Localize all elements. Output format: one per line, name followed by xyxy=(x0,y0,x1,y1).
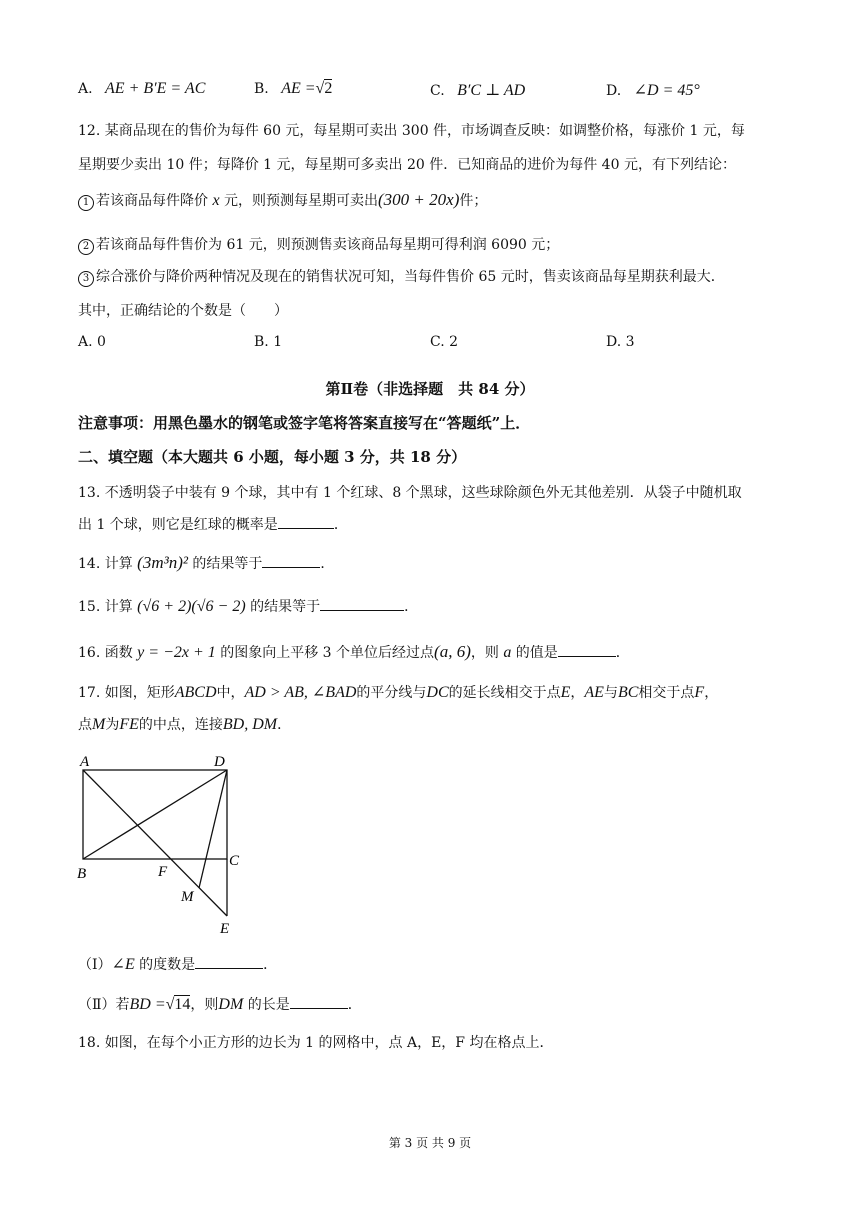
q12-option-b: B. 1 xyxy=(254,334,283,350)
circled-number-2: 2 xyxy=(78,239,94,255)
q16-answer-blank xyxy=(558,656,616,657)
q12-statement-3: 3 综合涨价与降价两种情况及现在的销售状况可知，当每件售价 65 元时，售卖该商品每星期获利最大． xyxy=(78,266,725,287)
circled-number-1: 1 xyxy=(78,195,94,211)
q14: 14. 计算 (3m³n)² 的结果等于 ． xyxy=(78,553,335,572)
q12-option-c: C. 2 xyxy=(430,334,459,350)
label-b: B xyxy=(77,866,87,882)
q11-option-d: D. ∠D = 45° xyxy=(606,82,700,99)
q12-line1: 12. 某商品现在的售价为每件 60 元，每星期可卖出 300 件，市场调查反映：如调整价格，每涨价 1 元，每 xyxy=(78,123,745,139)
q13-line2: 出 1 个球，则它是红球的概率是 ． xyxy=(78,517,348,533)
segment-dm xyxy=(199,770,227,888)
q17-part1-answer-blank xyxy=(195,968,263,969)
segment-bd xyxy=(83,770,227,859)
page-footer: 第 3 页 共 9 页 xyxy=(388,1136,472,1150)
part2-title: 第Ⅱ卷（非选择题 共 84 分） xyxy=(325,380,535,398)
q17-part2-answer-blank xyxy=(290,1008,348,1009)
q15: 15. 计算 (√6 + 2)(√6 − 2) 的结果等于 ． xyxy=(78,598,419,615)
q12-option-d: D. 3 xyxy=(606,334,635,350)
q18: 18. 如图，在每个小正方形的边长为 1 的网格中，点 A，E，F 均在格点上． xyxy=(78,1035,554,1051)
label-f: F xyxy=(158,864,168,880)
q11-option-a: A. AE + B′E = AC xyxy=(78,80,206,97)
q12-statement-2: 2 若该商品每件售价为 61 元，则预测售卖该商品每星期可得利润 6090 元； xyxy=(78,234,559,255)
circled-number-3: 3 xyxy=(78,271,94,287)
q11-option-c: C. B′C ⊥ AD xyxy=(430,82,526,99)
label-m: M xyxy=(181,889,194,905)
q16: 16. 函数 y = −2x + 1 的图象向上平移 3 个单位后经过点(a, 6)，则 a 的值是 ． xyxy=(78,642,630,661)
q17-part2: （Ⅱ）若BD =√14，则DM 的长是 ． xyxy=(78,996,362,1013)
q13-line1: 13. 不透明袋子中装有 9 个球，其中有 1 个红球、8 个黑球，这些球除颜色外无其他差别．从袋子中随机取 xyxy=(78,485,742,501)
q12-statement-1: 1 若该商品每件降价 x 元，则预测每星期可卖出(300 + 20x)件； xyxy=(78,190,487,211)
q17-line2: 点M为FE的中点，连接BD, DM． xyxy=(78,716,292,733)
q11-option-b: B. AE =√2 xyxy=(254,80,333,97)
q15-answer-blank xyxy=(320,610,404,611)
segment-ae xyxy=(83,770,227,916)
q13-answer-blank xyxy=(278,528,334,529)
section-heading: 二、填空题（本大题共 6 小题，每小题 3 分，共 18 分） xyxy=(78,448,467,466)
q17-line1: 17. 如图，矩形ABCD中，AD > AB, ∠BAD的平分线与DC的延长线相交于点E，AE与BC相交于点F， xyxy=(78,684,719,701)
part2-notice: 注意事项：用黑色墨水的钢笔或签字笔将答案直接写在“答题纸”上． xyxy=(78,414,531,432)
q17-geometry-figure xyxy=(74,748,254,938)
label-e: E xyxy=(220,921,230,937)
q17-part1: （Ⅰ）∠E 的度数是 ． xyxy=(78,956,278,973)
q12-question: 其中，正确结论的个数是（ ） xyxy=(78,303,288,319)
q12-option-a: A. 0 xyxy=(78,334,106,350)
label-a: A xyxy=(80,754,90,770)
label-d: D xyxy=(214,754,225,770)
label-c: C xyxy=(229,853,240,869)
q14-answer-blank xyxy=(262,567,320,568)
q12-line2: 星期要少卖出 10 件；每降价 1 元，每星期可多卖出 20 件．已知商品的进价为每件 40 元，有下列结论： xyxy=(78,157,736,173)
